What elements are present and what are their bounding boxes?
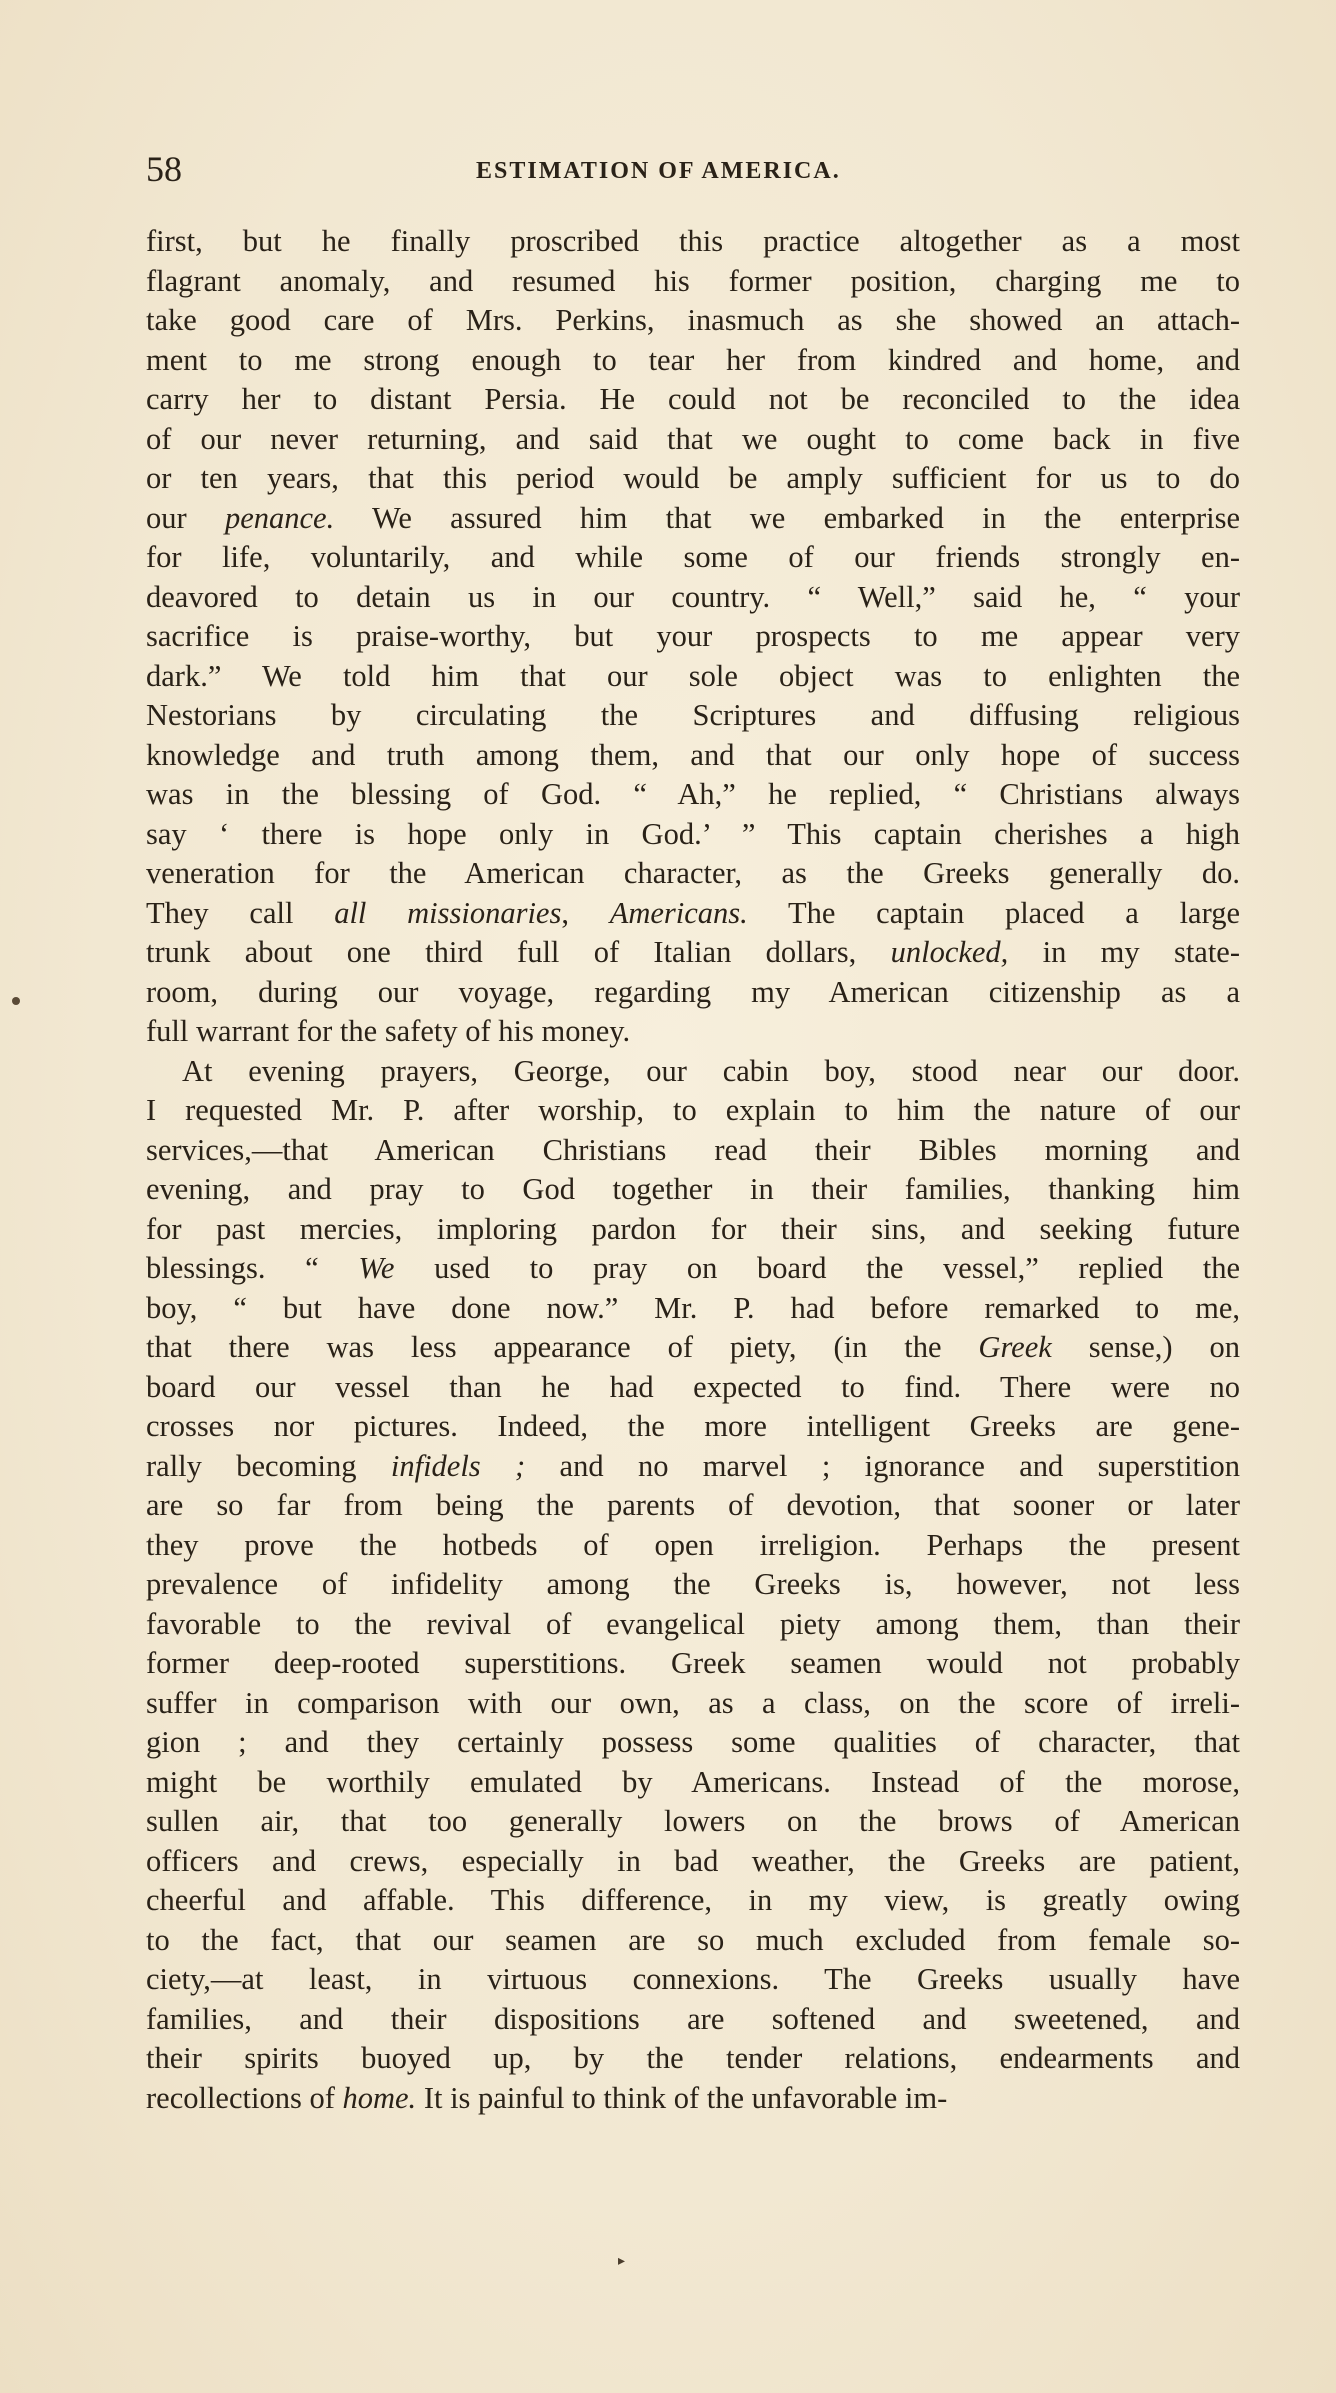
italic-span: Greek (978, 1330, 1052, 1364)
text-line (146, 815, 1240, 855)
italic-span: infidels ; (390, 1448, 526, 1483)
text-span: for life, voluntarily, and while some of our friends strongly en- (146, 540, 1240, 574)
text-line (146, 1526, 1240, 1566)
text-span: crosses nor pictures. Indeed, the more intelligent Greeks are gene- (146, 1409, 1240, 1443)
text-line (146, 775, 1240, 815)
text-line (146, 1960, 1240, 2000)
text-line (146, 1407, 1240, 1447)
text-span: to the fact, that our seamen are so much excluded from female so- (146, 1922, 1240, 1957)
text-span: trunk about one third full of Italian dollars, (146, 935, 891, 969)
text-line (146, 1842, 1240, 1882)
text-line (146, 1012, 1240, 1052)
text-span: first, but he finally proscribed this practice altogether as a most (146, 224, 1240, 258)
text-span: officers and crews, especially in bad weather, the Greeks are patient, (146, 1843, 1240, 1878)
text-span: favorable to the revival of evangelical piety among them, than their (146, 1606, 1240, 1641)
margin-speck (12, 997, 20, 1005)
page-header (146, 140, 1246, 200)
text-span: for past mercies, imploring pardon for their sins, and seeking future (146, 1211, 1240, 1246)
text-line (146, 341, 1240, 381)
text-span: in my state- (1008, 935, 1240, 969)
page-number: 58 (146, 149, 182, 189)
italic-span: Americans. (609, 895, 748, 930)
text-span: of our never returning, and said that we ought to come back in five (146, 421, 1240, 456)
text-span: sullen air, that too generally lowers on the brows of American (146, 1804, 1240, 1838)
text-span: rally becoming (146, 1448, 391, 1483)
text-line (146, 1486, 1240, 1526)
text-span: We assured him that we embarked in the enterprise (334, 500, 1240, 535)
text-line (146, 1881, 1240, 1921)
text-span: It is painful to think of the unfavorable im- (416, 2080, 948, 2115)
text-span: take good care of Mrs. Perkins, inasmuch as she showed an attach- (146, 303, 1240, 337)
text-span: suffer in comparison with our own, as a class, on the score of irreli- (146, 1685, 1240, 1720)
text-span: their spirits buoyed up, by the tender relations, endearments and (146, 2041, 1240, 2075)
text-line (146, 459, 1240, 499)
text-span: ciety,—at least, in virtuous connexions. The Greeks usually have (146, 1962, 1240, 1996)
text-span: say ‘ there is hope only in God.’ ” This captain cherishes a high (146, 816, 1240, 851)
text-span: They call (146, 895, 335, 930)
text-span: they prove the hotbeds of open irreligion. Perhaps the present (146, 1527, 1240, 1562)
text-line (146, 1131, 1240, 1171)
text-span: At evening prayers, George, our cabin boy, stood near our door. (182, 1053, 1240, 1088)
text-line (146, 854, 1240, 894)
running-title: ESTIMATION OF AMERICA. (476, 158, 841, 184)
text-line (146, 1723, 1240, 1763)
text-line (146, 538, 1240, 578)
text-span: sense,) on (1051, 1330, 1240, 1364)
text-span: ment to me strong enough to tear her from kindred and home, and (146, 342, 1240, 377)
text-line (146, 696, 1240, 736)
text-span: knowledge and truth among them, and that our only hope of success (146, 737, 1240, 772)
text-line (146, 1052, 1240, 1092)
text-span: sacrifice is praise-worthy, but your prospects to me appear very (146, 619, 1240, 653)
text-line (146, 1170, 1240, 1210)
text-line (146, 973, 1240, 1013)
text-span: deavored to detain us in our country. “ Well,” said he, “ your (146, 579, 1240, 614)
text-line (146, 933, 1240, 973)
text-line (146, 1289, 1240, 1329)
text-line (146, 1447, 1240, 1487)
text-line (146, 1328, 1240, 1368)
text-line (146, 1921, 1240, 1961)
text-span: prevalence of infidelity among the Greeks is, however, not less (146, 1567, 1240, 1601)
text-span: services,—that American Christians read their Bibles morning and (146, 1132, 1240, 1167)
text-span: I requested Mr. P. after worship, to explain to him the nature of our (146, 1093, 1240, 1127)
text-span: former deep-rooted superstitions. Greek seamen would not probably (146, 1646, 1240, 1680)
text-span: room, during our voyage, regarding my American citizenship as a (146, 974, 1240, 1009)
text-line (146, 222, 1240, 262)
text-span: evening, and pray to God together in their families, thanking him (146, 1172, 1240, 1206)
text-span: gion ; and they certainly possess some qualities of character, that (146, 1725, 1240, 1759)
text-span: Nestorians by circulating the Scriptures and diffusing religious (146, 698, 1240, 732)
text-line (146, 894, 1240, 934)
text-line (146, 1684, 1240, 1724)
text-line (146, 499, 1240, 539)
text-line (146, 578, 1240, 618)
text-span: blessings. “ (146, 1251, 359, 1285)
text-line (146, 2039, 1240, 2079)
text-span: , (561, 895, 610, 930)
text-line (146, 2000, 1240, 2040)
text-span: and no marvel ; ignorance and superstition (525, 1448, 1240, 1483)
text-line (146, 1605, 1240, 1645)
text-line (146, 657, 1240, 697)
text-span: The captain placed a large (747, 895, 1240, 930)
text-span: are so far from being the parents of devotion, that sooner or later (146, 1488, 1240, 1522)
italic-span: We (358, 1251, 395, 1285)
text-span: used to pray on board the vessel,” replied the (394, 1251, 1240, 1285)
italic-span: all missionaries (334, 895, 562, 930)
text-line (146, 1565, 1240, 1605)
text-span: our (146, 500, 225, 535)
text-line (146, 1763, 1240, 1803)
text-span: dark.” We told him that our sole object was to enlighten the (146, 658, 1240, 693)
text-line (146, 301, 1240, 341)
text-line (146, 420, 1240, 460)
text-span: boy, “ but have done now.” Mr. P. had before remarked to me, (146, 1290, 1240, 1325)
text-span: flagrant anomaly, and resumed his former position, charging me to (146, 263, 1240, 298)
text-span: or ten years, that this period would be amply sufficient for us to do (146, 461, 1240, 495)
text-span: that there was less appearance of piety, (in the (146, 1330, 979, 1364)
text-span: was in the blessing of God. “ Ah,” he replied, “ Christians always (146, 777, 1240, 811)
ink-mark: ▸ (618, 2253, 626, 2269)
text-span: recollections of (146, 2080, 343, 2115)
text-line (146, 262, 1240, 302)
text-line (146, 1644, 1240, 1684)
text-line (146, 2079, 1240, 2119)
text-span: might be worthily emulated by Americans. Instead of the morose, (146, 1764, 1240, 1799)
italic-span: penance. (224, 500, 335, 535)
text-span: veneration for the American character, as the Greeks generally do. (146, 856, 1240, 890)
text-line (146, 1091, 1240, 1131)
text-line (146, 1249, 1240, 1289)
text-line (146, 736, 1240, 776)
text-line (146, 1210, 1240, 1250)
text-span: carry her to distant Persia. He could not be reconciled to the idea (146, 382, 1240, 416)
italic-span: home. (342, 2080, 417, 2115)
text-span: families, and their dispositions are softened and sweetened, and (146, 2001, 1240, 2036)
body-text (146, 222, 1240, 2118)
text-span: board our vessel than he had expected to find. There were no (146, 1369, 1240, 1404)
text-line (146, 380, 1240, 420)
text-span: full warrant for the safety of his money. (146, 1014, 631, 1048)
text-line (146, 1368, 1240, 1408)
text-line (146, 1802, 1240, 1842)
italic-span: unlocked, (890, 935, 1009, 969)
text-line (146, 617, 1240, 657)
text-span: cheerful and affable. This difference, in my view, is greatly owing (146, 1883, 1240, 1917)
